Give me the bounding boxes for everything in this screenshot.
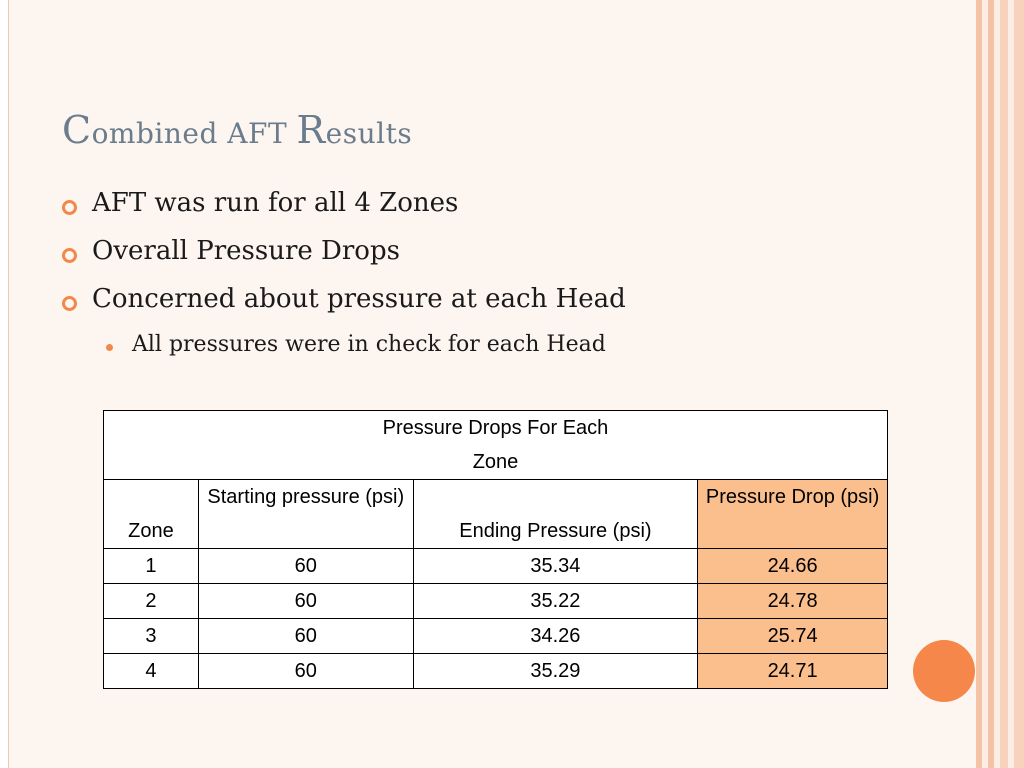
header-pressure-drop: Pressure Drop (psi) <box>698 480 888 549</box>
bullet-text: AFT was run for all 4 Zones <box>92 188 459 218</box>
bullet-ring-icon <box>62 296 77 311</box>
bullet-dot-icon <box>106 344 113 351</box>
cell-starting: 60 <box>198 584 413 619</box>
table-row <box>104 549 888 584</box>
cell-zone: 1 <box>104 549 199 584</box>
bullet-item <box>62 236 400 284</box>
cell-ending: 35.22 <box>413 584 698 619</box>
bullet-item <box>62 188 459 236</box>
table-header-row <box>104 480 888 549</box>
bullet-item <box>62 284 626 332</box>
cell-drop: 24.78 <box>698 584 888 619</box>
table-row <box>104 584 888 619</box>
cell-drop: 25.74 <box>698 619 888 654</box>
decorative-circle <box>913 640 975 702</box>
header-starting-pressure: Starting pressure (psi) <box>198 480 413 549</box>
decorative-stripe <box>1008 0 1014 768</box>
bullet-ring-icon <box>62 248 77 263</box>
bullet-list <box>62 188 626 368</box>
bullet-text: Overall Pressure Drops <box>92 236 400 266</box>
cell-ending: 34.26 <box>413 619 698 654</box>
cell-ending: 35.29 <box>413 654 698 689</box>
cell-starting: 60 <box>198 619 413 654</box>
bullet-text: Concerned about pressure at each Head <box>92 284 626 314</box>
table-caption: Pressure Drops For Each Zone <box>104 411 888 480</box>
cell-zone: 2 <box>104 584 199 619</box>
cell-drop: 24.66 <box>698 549 888 584</box>
cell-starting: 60 <box>198 549 413 584</box>
cell-zone: 4 <box>104 654 199 689</box>
table-row <box>104 654 888 689</box>
bullet-ring-icon <box>62 200 77 215</box>
header-ending-pressure: Ending Pressure (psi) <box>413 480 698 549</box>
cell-starting: 60 <box>198 654 413 689</box>
header-zone: Zone <box>104 480 199 549</box>
cell-drop: 24.71 <box>698 654 888 689</box>
slide-title: Combined AFT Results <box>62 108 413 152</box>
sub-bullet-text: All pressures were in check for each Head <box>132 332 606 357</box>
pressure-drop-table <box>103 410 888 689</box>
cell-zone: 3 <box>104 619 199 654</box>
table-row <box>104 619 888 654</box>
cell-ending: 35.34 <box>413 549 698 584</box>
